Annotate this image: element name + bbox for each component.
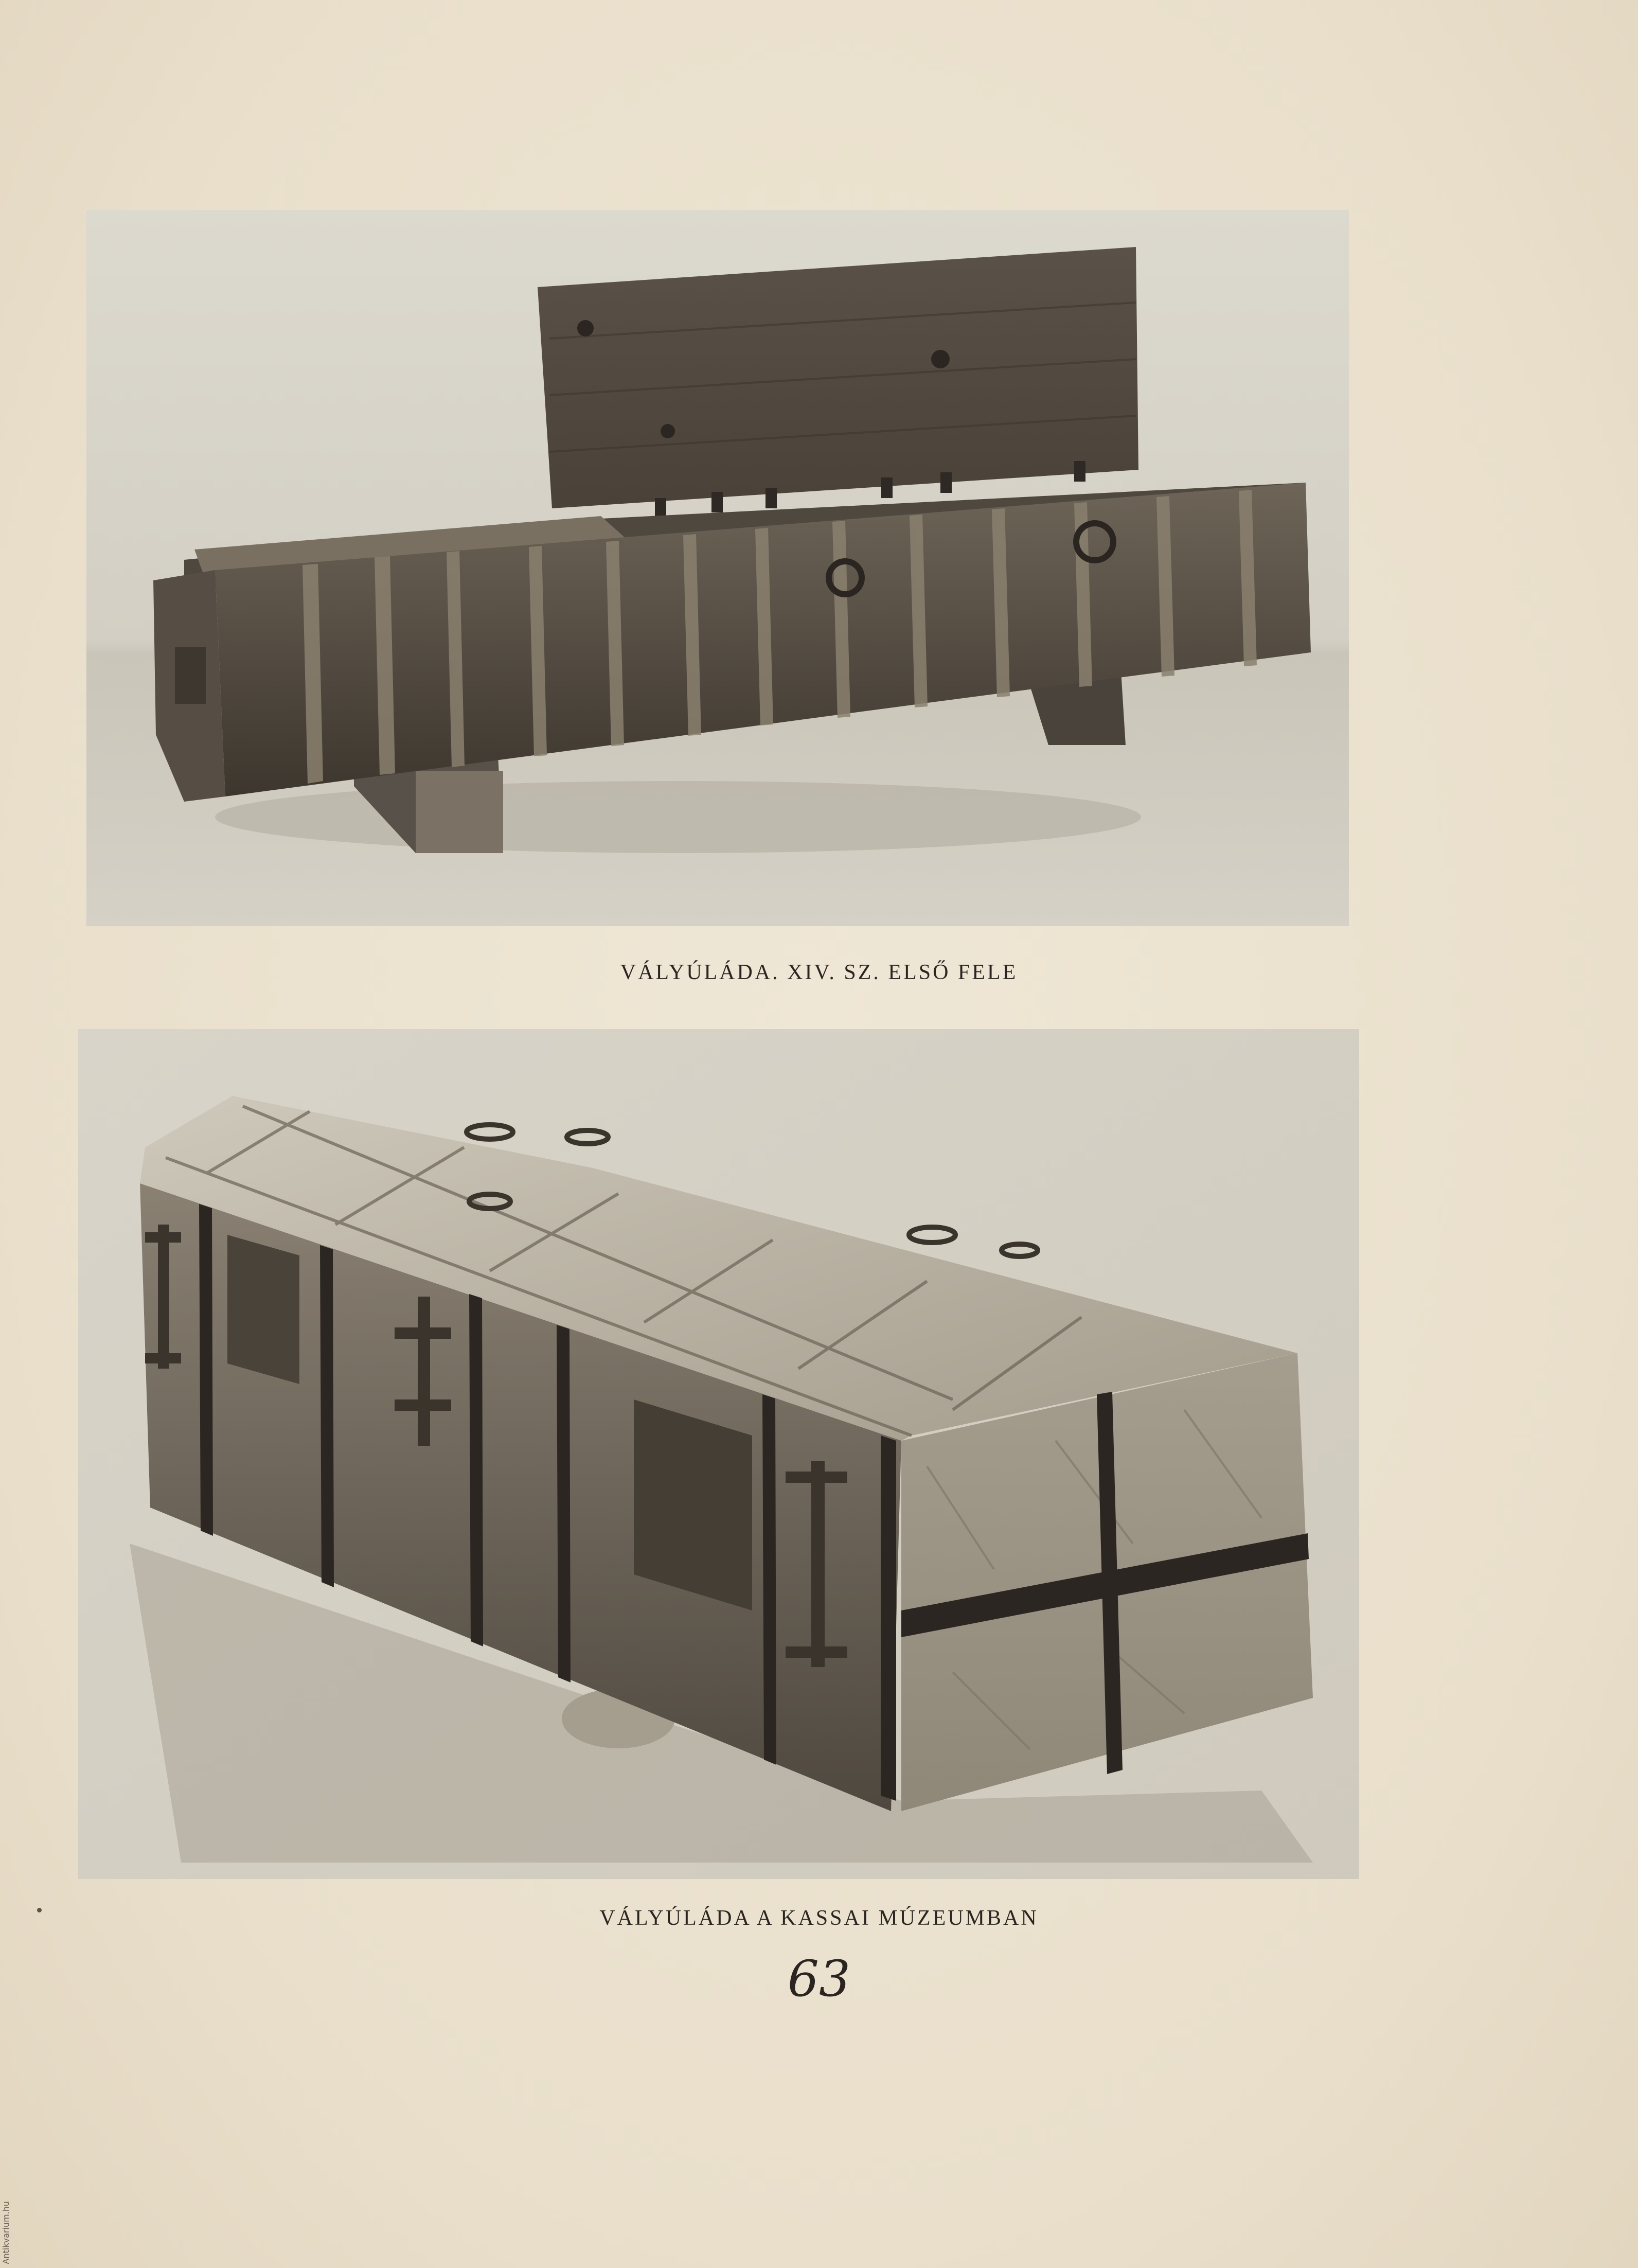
page-number: 63	[787, 1950, 851, 2008]
paper-speck	[37, 1908, 42, 1912]
plate-caption-1: VÁLYÚLÁDA. XIV. SZ. ELSŐ FELE	[620, 961, 1018, 984]
kassa-chest-photo	[78, 1029, 1359, 1879]
photo-plate-trough-chest-open-lid	[86, 210, 1349, 926]
watermark-text: Antikvarium.hu	[1, 2201, 11, 2264]
plate-caption-2: VÁLYÚLÁDA A KASSAI MÚZEUMBAN	[599, 1906, 1039, 1930]
trough-chest-photo	[86, 210, 1349, 926]
photo-plate-kassa-museum-chest	[78, 1029, 1359, 1879]
